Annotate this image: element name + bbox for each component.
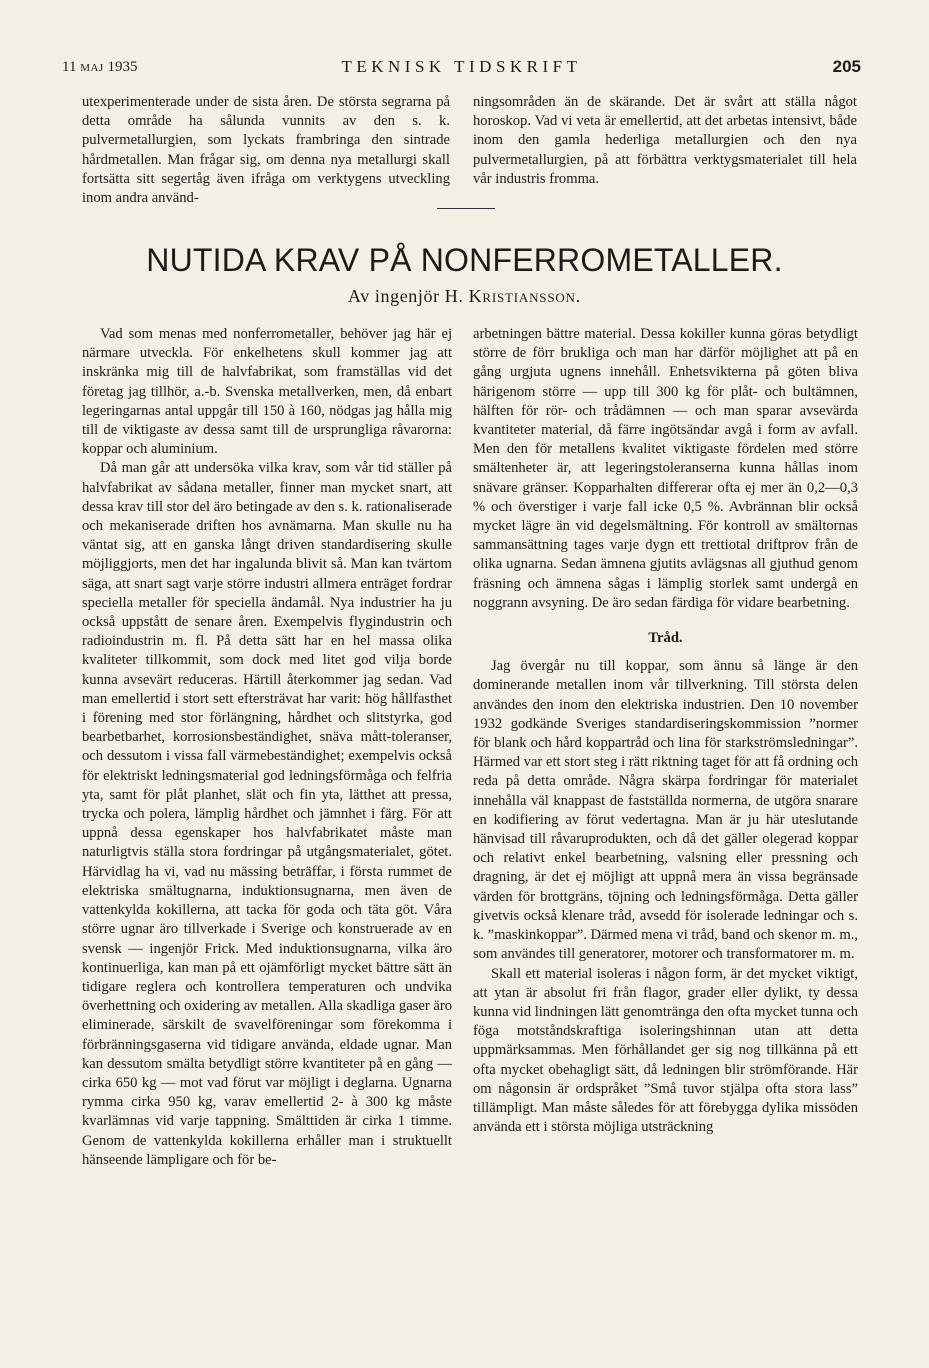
body-paragraph: Då man går att undersöka vilka krav, som vår tid ställer på halvfabrikat av sådana metaller, finner man mycket snart, att dessa krav till stor del äro betingade av den s. k. rationaliserade och mekaniserade driften hos avnämarna. Man skulle nu ha väntat sig, att en ganska långt driven standardisering skulle möjliggjorts, men det har ingalunda blivit så. Man kan tvärtom säga, att snart sagt varje större industri allmera enträget fordrar speciella metaller för speciella ändamål. Nya industrier ha ju också uppstått de senare åren. Exempelvis flygindustrin och radioindustrin m. fl. På detta sätt har en hel massa olika kvaliteter tillkommit, som dock med litet god vilja borde kunna avsevärt reduceras. Härtill återkommer jag sedan. Vad man emellertid i stort sett eftersträvat har varit: hög hållfasthet i förening med stor förlängning, hårdhet och slitstyrka, god bearbetbarhet, korrosionsbeständighet, snäva mått-toleranser, och dessutom i vissa fall värmebeständighet; exempelvis också för elektriskt ledningsmaterial god ledningsförmåga och felfria yta, samt för plåt planhet, slät och fin yta, lätthet att pressa, trycka och polera, lämplig hårdhet och jämnhet i färg. För att uppnå dessa egenskaper hos halvfabrikatet måste man naturligtvis ställa stora fordringar på utgångsmaterialet, götet. Härvidlag ha vi, vad nu mässing beträffar, i första rummet de elektriska smältugnarna, induktionsugnarna, men även de vattenkylda kokillerna, att tacka för goda och täta göt. Våra större ugnar äro tillverkade i Sverige och konstruerade av en svensk — ingenjör Frick. Med induktionsugnarna, vilka äro kontinuerliga, kan man på ett ojämförligt mycket bättre sätt än tidigare reglera och kontrollera temperaturen och undvika överhettning och oxidering av metallen. Alla skadliga gaser äro eliminerade, särskilt de svavelföreningar som förekomma i förbränningsgaserna vid tidigare använda, eldade ugnar. Man kan dessutom smälta betydligt större kvantiteter på en gång — cirka 650 kg — mot vad förut var möjligt i deglarna. Ugnarna rymma cirka 950 kg, varav emellertid 2- à 300 kg måste kvarlämnas vid varje tappning. Smälttiden är cirka 1 timme. Genom de vattenkylda kokillerna erhåller man i struktuellt hänseende lämpligare och för be- (82, 460, 452, 1168)
previous-article-text-right: ningsområden än de skärande. Det är svårt att ställa något horoskop. Vad vi veta är emellertid, att det arbetas intensivt, både inom den gamla hederliga metallurgien och den nya pulvermetallurgien, på att förbättra verktygsmaterialet till hela vår industris fromma. (473, 94, 857, 187)
page-number: 205 (832, 57, 861, 76)
issue-year: 1935 (107, 59, 138, 75)
previous-article-text-left: utexperimenterade under de sista åren. De största segrarna på detta område ha sålunda vunnits av den s. k. pulvermetallurgien, som lyckats frambringa den sintrade hårdmetallen. Man frågar sig, om denna nya metallurgi skall fortsätta sitt segertåg även ifråga om verktygens utveckling inom andra använd- (82, 94, 450, 207)
body-paragraph: arbetningen bättre material. Dessa kokiller kunna göras betydligt större de förr brukliga och man har därför möjlighet att på en gång urgjuta ugnens innehåll. Enhetsvikterna på göten bliva härigenom större — upp till 300 kg för plåt- och bultämnen, hälften för rör- och trådämnen — och man sparar avsevärda kvantiteter material, då färre ingötsändar avgå i form av avfall. Men den för metallens kvalitet viktigaste fördelen med större smältenheter är, att legeringstoleranserna kunna hållas inom snävare gränser. Kopparhalten differerar ofta ej mer än 0,2—0,3 % och överstiger i varje fall icke 0,5 %. Avbrännan blir också mycket lägre än vid degelsmältning. För kontroll av smältornas sammansättning tages varje dygn ett trettiotal driftprov från de olika ugnarna. Sedan ämnena gjutits avlägsnas all gjuthud genom fräsning och ämnena sågas i lämplig storlek samt undergå en noggrann avsyning. De äro sedan färdiga för vidare bearbetning. (473, 326, 858, 611)
issue-month: MAJ (80, 62, 104, 74)
article-title: NUTIDA KRAV PÅ NONFERROMETALLER. (146, 242, 783, 278)
previous-article-right-column (473, 93, 857, 189)
article-byline (0, 286, 929, 307)
section-heading: Tråd. (648, 630, 683, 647)
author-name: Kristiansson. (468, 286, 582, 306)
previous-article-left-column (82, 93, 450, 208)
article-divider (437, 208, 495, 209)
body-paragraph: Skall ett material isoleras i någon form, är det mycket viktigt, att ytan är absolut fri från flagor, grader eller dylikt, ty dessa kunna vid lindningen lätt genomtränga den ofta mycket tunna och föga motståndskraftiga isoleringshinnan utan att detta uppmärksammas. Men förhållandet ger sig nog tillkänna på ett ofta mycket obehagligt sätt, då ledningen blir strömförande. Här om någonsin är ordspråket ”Små tuvor stjälpa ofta stora lass” tillämpligt. Man måste således för att förebygga dylika missöden använda ett i största möjliga utsträckning (473, 965, 858, 1136)
page-header (62, 57, 861, 81)
body-paragraph: Vad som menas med nonferrometaller, behöver jag här ej närmare utveckla. För enkelhetens skull kommer jag att inskränka mig till de halvfabrikat, som framställas vid det företag jag tillhör, a.-b. Svenska metallverken, men, då enbart legeringarnas antal uppgår till 150 à 160, nödgas jag hålla mig till de viktigaste av dessa samt till de ursprungliga råvarorna: koppar och aluminium. (82, 326, 452, 458)
body-paragraph: Jag övergår nu till koppar, som ännu så länge är den dominerande metallen inom vår tillverkning. Till största delen användes den inom den elektriska industrien. Den 10 november 1932 godkände Sveriges standardiseringskommission ”normer för blank och hård koppartråd och lina för starkströmsledningar”. Härmed var ett stort steg i rätt riktning taget för att få ordning och reda på detta område. Några skärpa fordringar för materialet innehålla väl knappast de fastställda normerna, de utgöra snarare en kodifiering av förut vedertagna. Man är ju här uteslutande hänvisad till råvaruprodukten, och då det gäller olegerad koppar och relativt enkel bearbetning, valsning eller pressning och dragning, är det ej möjligt att uppnå mera än vissa begränsade värden för brottgräns, töjning och ledningsförmåga. Detta gäller givetvis också klenare tråd, avsedd för isolerade ledningar och s. k. ”maskinkoppar”. Därmed mena vi tråd, band och skenor m. m., som användes till generatorer, motorer och transformatorer m. m. (473, 658, 859, 963)
journal-name: TEKNISK TIDSKRIFT (341, 57, 582, 76)
byline-prefix: Av ingenjör H. (347, 286, 464, 306)
issue-day: 11 (62, 59, 77, 75)
article-left-column (82, 325, 452, 1170)
article-right-column (473, 325, 858, 1137)
